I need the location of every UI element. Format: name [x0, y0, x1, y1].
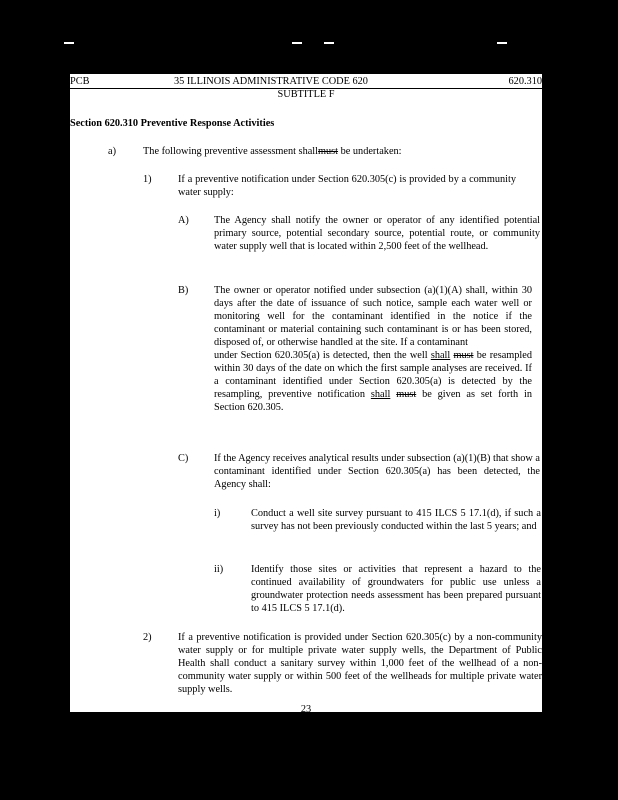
para-C-label: C) [178, 453, 189, 464]
para-B-shall-2: shall [370, 389, 391, 400]
header-center: 35 ILLINOIS ADMINISTRATIVE CODE 620 [174, 76, 368, 87]
scan-mark-1 [64, 42, 74, 44]
para-i-label: i) [214, 508, 221, 519]
para-a-text-before: The following preventive assessment shall [143, 146, 319, 157]
page-number: 23 [300, 704, 312, 715]
para-B-struck-2: must [396, 389, 417, 400]
para-A-text: The Agency shall notify the owner or operator of any identified potential primary source, potential secondary source, potential route, or community water supply well that is located within 2,500 feet of the wellhead. [214, 215, 540, 252]
para-2-label: 2) [143, 632, 152, 643]
para-A-label: A) [178, 215, 189, 226]
header-right: 620.310 [508, 76, 542, 87]
para-B-label: B) [178, 285, 189, 296]
para-B-text-4: be given as set forth in Section 620.305. [214, 389, 533, 413]
para-B-text-3: be resampled within 30 days of the date on which the first sample analyses are received. If a contaminant identified under Section 620.305(a) is detected by the resampling, preventive notification [214, 350, 533, 400]
scan-mark-3 [324, 42, 334, 44]
para-ii-label: ii) [214, 564, 224, 575]
scan-mark-4 [497, 42, 507, 44]
para-B-text-2: under Section 620.305(a) is detected, then the well [214, 350, 428, 361]
para-1-label: 1) [143, 174, 152, 185]
document-page [70, 74, 542, 715]
para-ii-text: Identify those sites or activities that represent a hazard to the continued availability of groundwaters for public use unless a groundwater protection needs assessment has been prepared pursuant to 415 ILCS 5 17.1(d). [251, 564, 541, 614]
para-B-struck-1: must [453, 350, 474, 361]
para-1-text: If a preventive notification under Section 620.305(c) is provided by a community water supply: [178, 174, 516, 198]
section-title: Section 620.310 Preventive Response Activities [70, 118, 275, 129]
para-B-text [214, 284, 532, 414]
para-B-shall-1: shall [430, 350, 451, 361]
para-C-text: If the Agency receives analytical results under subsection (a)(1)(B) that show a contaminant identified under Section 620.305(a) has been detected, the Agency shall: [214, 453, 540, 490]
para-2-text: If a preventive notification is provided under Section 620.305(c) by a non-community water supply or for multiple private water supply wells, the Department of Public Health shall conduct a sanitary survey within 1,000 feet of the wellhead of a non-community water supply or within 500 feet of the wellheads for multiple private water supply wells. [178, 632, 542, 695]
para-a-label: a) [108, 146, 116, 157]
para-a-struck: must [318, 146, 339, 157]
para-i-text: Conduct a well site survey pursuant to 415 ILCS 5 17.1(d), if such a survey has not been previously conducted within the last 5 years; and [251, 508, 541, 532]
para-a-text [143, 145, 503, 158]
header-subtitle: SUBTITLE F [277, 89, 335, 100]
para-B-text-1: The owner or operator notified under subsection (a)(1)(A) shall, within 30 days after the date of issuance of such notice, sample each water well or monitoring well for the contaminant identified in the notice if the contaminant or material containing such contaminant is or has been stored, disposed of, or otherwise handled at the site. If a contaminant [214, 285, 532, 348]
para-a-text-after: be undertaken: [338, 146, 402, 157]
scan-mark-2 [292, 42, 302, 44]
header-left: PCB [70, 76, 90, 87]
